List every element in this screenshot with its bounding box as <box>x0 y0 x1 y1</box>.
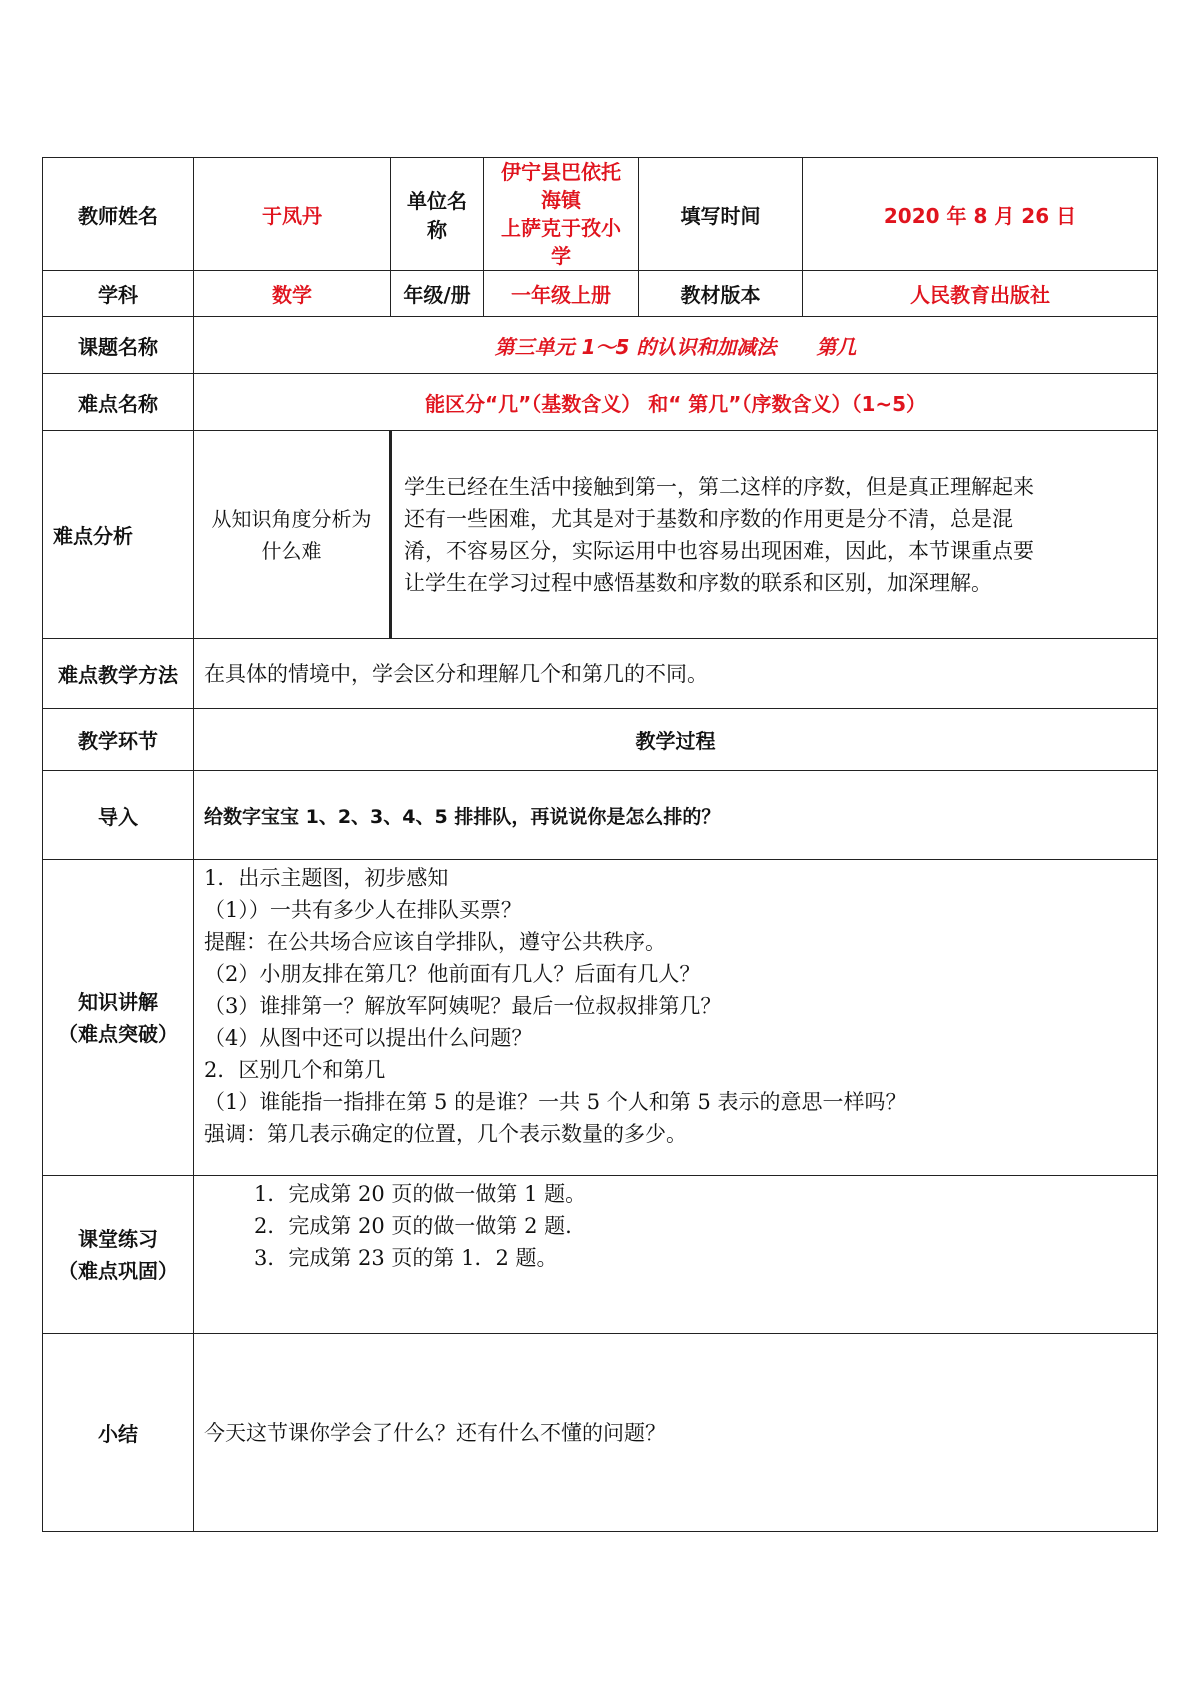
method-row <box>43 639 1158 709</box>
header-row-2 <box>43 271 1158 317</box>
analysis-row <box>43 431 1158 639</box>
process-value: 教学过程 <box>194 709 1158 771</box>
practice-row <box>43 1176 1158 1334</box>
practice-item-3: 3．完成第 23 页的第 1．2 题。 <box>254 1246 558 1270</box>
knowledge-line-9: 强调：第几表示确定的位置，几个表示数量的多少。 <box>204 1122 687 1146</box>
knowledge-line-1: 1．出示主题图，初步感知 <box>204 866 449 890</box>
topic-value: 第三单元 1～5 的认识和加减法 第几 <box>194 317 1158 374</box>
process-label: 教学环节 <box>43 709 194 771</box>
lesson-plan-table <box>42 157 1158 1532</box>
intro-label: 导入 <box>43 771 194 860</box>
summary-label: 小结 <box>43 1334 194 1532</box>
practice-item-1: 1．完成第 20 页的做一做第 1 题。 <box>254 1182 587 1206</box>
analysis-line-2: 还有一些困难，尤其是对于基数和序数的作用更是分不清，总是混 <box>404 506 1013 531</box>
method-label: 难点教学方法 <box>43 639 194 709</box>
date-label: 填写时间 <box>639 158 803 271</box>
header-row-1 <box>43 158 1158 271</box>
knowledge-line-7: 2．区别几个和第几 <box>204 1058 386 1082</box>
intro-value: 给数字宝宝 1、2、3、4、5 排排队，再说说你是怎么排的？ <box>194 771 1158 860</box>
analysis-line-3: 淆，不容易区分，实际运用中也容易出现困难，因此，本节课重点要 <box>404 538 1034 563</box>
unit-label: 单位名称 <box>391 158 484 271</box>
practice-label-line2: （难点巩固） <box>58 1258 178 1283</box>
topic-row <box>43 317 1158 374</box>
knowledge-content <box>194 860 1158 1176</box>
subject-value: 数学 <box>194 271 391 317</box>
analysis-sub-label: 从知识角度分析为什么难 <box>194 431 391 639</box>
method-value: 在具体的情境中，学会区分和理解几个和第几的不同。 <box>194 639 1158 709</box>
difficulty-label: 难点名称 <box>43 374 194 431</box>
unit-name-line2: 上萨克于孜小学 <box>501 216 621 268</box>
edition-value: 人民教育出版社 <box>803 271 1158 317</box>
grade-label: 年级/册 <box>391 271 484 317</box>
difficulty-value: 能区分“几”（基数含义） 和“ 第几”（序数含义）（1~5） <box>194 374 1158 431</box>
practice-label <box>43 1176 194 1334</box>
unit-name-line1: 伊宁县巴依托海镇 <box>501 160 621 212</box>
summary-value: 今天这节课你学会了什么？还有什么不懂的问题？ <box>194 1334 1158 1532</box>
knowledge-line-4: （2）小朋友排在第几？他前面有几人？后面有几人？ <box>204 962 701 986</box>
analysis-label: 难点分析 <box>43 431 194 639</box>
knowledge-label-line2: （难点突破） <box>58 1021 178 1046</box>
summary-row <box>43 1334 1158 1532</box>
knowledge-line-5: （3）谁排第一？解放军阿姨呢？最后一位叔叔排第几？ <box>204 994 722 1018</box>
practice-item-2: 2．完成第 20 页的做一做第 2 题. <box>254 1214 572 1238</box>
process-header-row <box>43 709 1158 771</box>
knowledge-line-3: 提醒：在公共场合应该自学排队，遵守公共秩序。 <box>204 930 666 954</box>
edition-label: 教材版本 <box>639 271 803 317</box>
date-value: 2020 年 8 月 26 日 <box>803 158 1158 271</box>
analysis-line-1: 学生已经在生活中接触到第一，第二这样的序数，但是真正理解起来 <box>404 474 1034 499</box>
topic-label: 课题名称 <box>43 317 194 374</box>
difficulty-row <box>43 374 1158 431</box>
analysis-text <box>391 431 1158 639</box>
teacher-label: 教师姓名 <box>43 158 194 271</box>
analysis-line-4: 让学生在学习过程中感悟基数和序数的联系和区别，加深理解。 <box>404 570 992 595</box>
practice-content <box>194 1176 1158 1334</box>
knowledge-label-line1: 知识讲解 <box>78 989 158 1014</box>
knowledge-label <box>43 860 194 1176</box>
teacher-name: 于凤丹 <box>194 158 391 271</box>
subject-label: 学科 <box>43 271 194 317</box>
intro-row <box>43 771 1158 860</box>
knowledge-line-2: （1））一共有多少人在排队买票？ <box>204 898 522 922</box>
knowledge-row <box>43 860 1158 1176</box>
unit-name <box>484 158 639 271</box>
knowledge-line-8: （1）谁能指一指排在第 5 的是谁？一共 5 个人和第 5 表示的意思一样吗？ <box>204 1090 907 1114</box>
knowledge-line-6: （4）从图中还可以提出什么问题？ <box>204 1026 533 1050</box>
grade-value: 一年级上册 <box>484 271 639 317</box>
practice-label-line1: 课堂练习 <box>78 1226 158 1251</box>
